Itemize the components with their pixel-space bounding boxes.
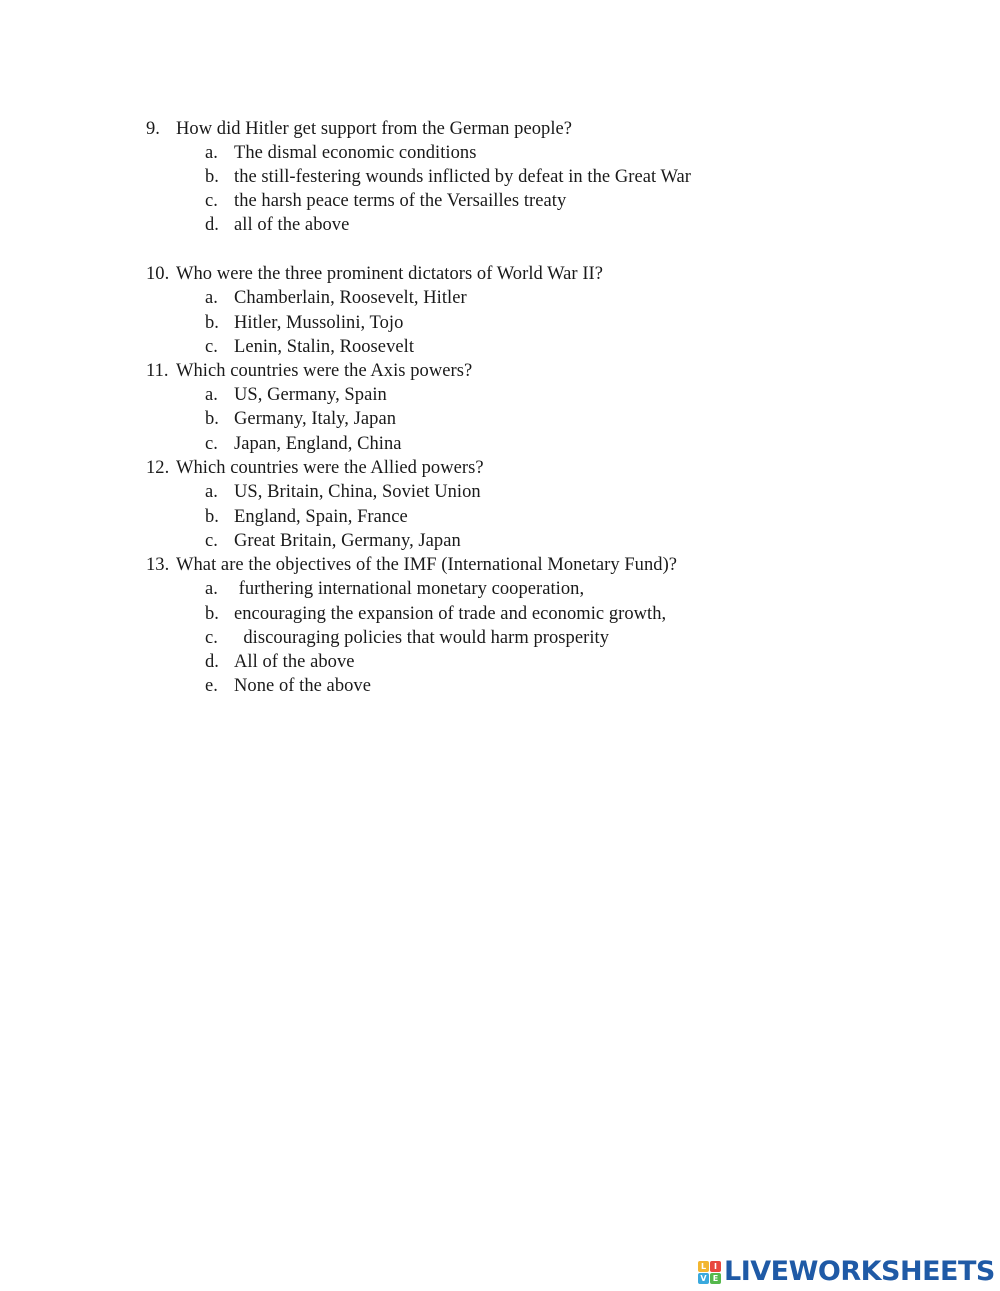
logo-block: I <box>710 1261 721 1272</box>
option-text: all of the above <box>234 215 350 235</box>
option-text: England, Spain, France <box>234 507 408 527</box>
question-text: What are the objectives of the IMF (International Monetary Fund)? <box>176 555 678 575</box>
option-letter: c. <box>205 191 218 211</box>
option-letter: a. <box>205 385 218 405</box>
question-number: 11. <box>146 361 169 381</box>
question-text: Which countries were the Axis powers? <box>176 361 473 381</box>
option-text: All of the above <box>234 652 355 672</box>
option-letter: e. <box>205 676 218 696</box>
option-text: the harsh peace terms of the Versailles treaty <box>234 191 567 211</box>
option-text: Lenin, Stalin, Roosevelt <box>234 337 415 357</box>
logo-block: L <box>698 1261 709 1272</box>
question-text: Who were the three prominent dictators of World War II? <box>176 264 604 284</box>
option-text: encouraging the expansion of trade and economic growth, <box>234 604 667 624</box>
question-text: Which countries were the Allied powers? <box>176 458 484 478</box>
option-letter: d. <box>205 215 219 235</box>
option-text: US, Britain, China, Soviet Union <box>234 482 481 502</box>
option-text: discouraging policies that would harm prosperity <box>234 628 609 648</box>
liveworksheets-logo <box>698 1255 995 1289</box>
option-text: Chamberlain, Roosevelt, Hitler <box>234 288 467 308</box>
option-text: Germany, Italy, Japan <box>234 409 397 429</box>
option-letter: a. <box>205 143 218 163</box>
option-letter: b. <box>205 167 219 187</box>
option-letter: b. <box>205 409 219 429</box>
option-letter: d. <box>205 652 219 672</box>
question-number: 12. <box>146 458 170 478</box>
option-text: The dismal economic conditions <box>234 143 477 163</box>
option-text: US, Germany, Spain <box>234 385 387 405</box>
option-letter: b. <box>205 313 219 333</box>
option-text: Great Britain, Germany, Japan <box>234 531 461 551</box>
option-text: None of the above <box>234 676 371 696</box>
option-text: the still-festering wounds inflicted by defeat in the Great War <box>234 167 691 187</box>
option-text: Hitler, Mussolini, Tojo <box>234 313 404 333</box>
logo-block: V <box>698 1273 709 1284</box>
logo-text: LIVEWORKSHEETS <box>724 1256 995 1287</box>
question-number: 10. <box>146 264 170 284</box>
option-letter: c. <box>205 628 218 648</box>
option-letter: a. <box>205 579 218 599</box>
option-letter: c. <box>205 531 218 551</box>
option-text: furthering international monetary cooperation, <box>234 579 585 599</box>
question-number: 9. <box>146 119 160 139</box>
question-text: How did Hitler get support from the German people? <box>176 119 573 139</box>
option-text: Japan, England, China <box>234 434 402 454</box>
option-letter: c. <box>205 337 218 357</box>
logo-block: E <box>710 1273 721 1284</box>
option-letter: b. <box>205 604 219 624</box>
option-letter: a. <box>205 288 218 308</box>
logo-blocks-icon <box>698 1261 721 1284</box>
question-number: 13. <box>146 555 170 575</box>
option-letter: a. <box>205 482 218 502</box>
option-letter: b. <box>205 507 219 527</box>
option-letter: c. <box>205 434 218 454</box>
